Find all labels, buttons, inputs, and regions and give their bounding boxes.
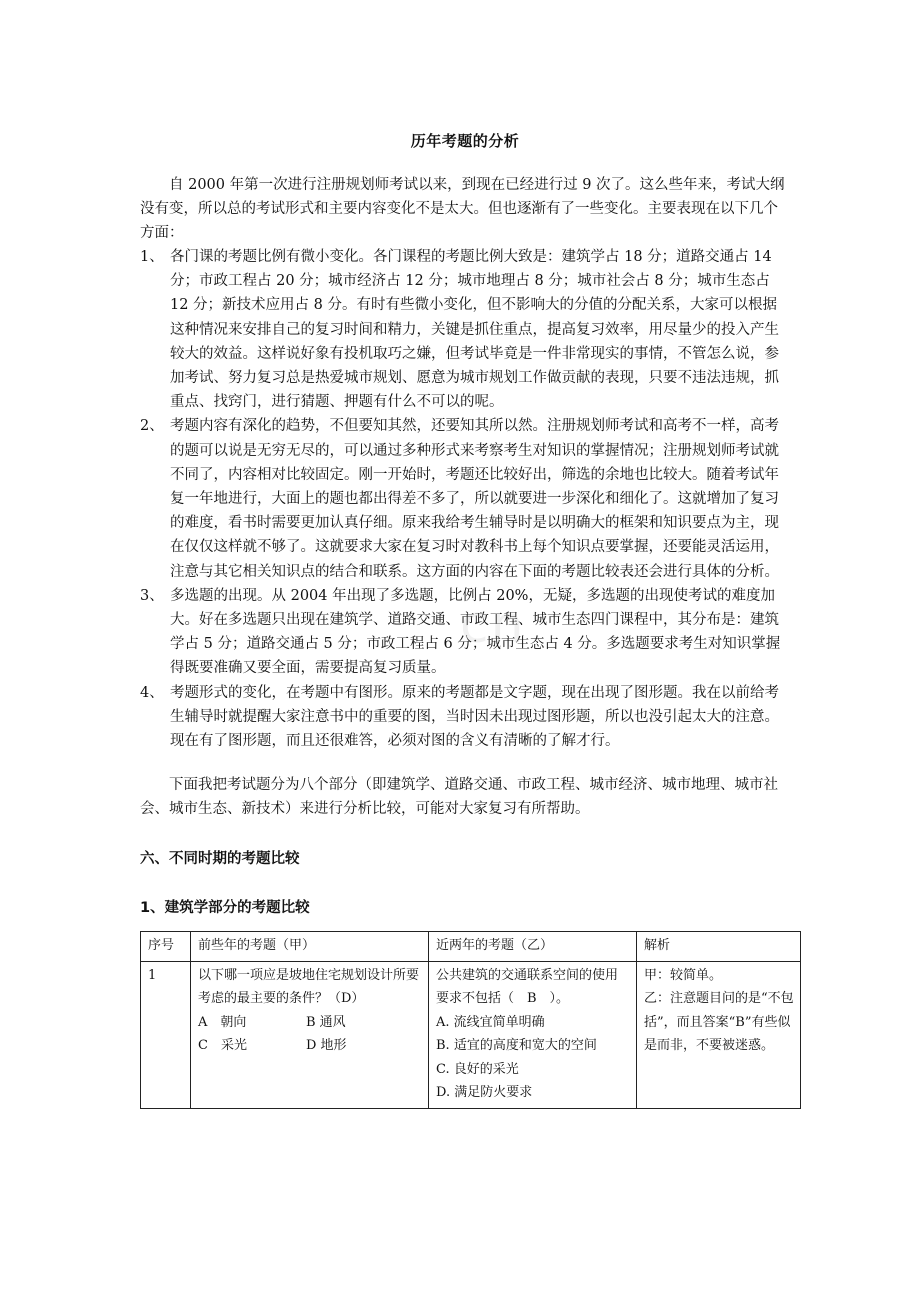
list-item <box>140 681 790 754</box>
recent-question-cell <box>429 961 637 1108</box>
row-number: 1 <box>141 961 191 1108</box>
past-options-row <box>198 1011 422 1035</box>
table-row <box>141 961 801 1108</box>
past-options-row <box>198 1034 422 1058</box>
list-text: 考题形式的变化，在考题中有图形。原来的考题都是文字题，现在出现了图形题。我在以前给考生辅导时就提醒大家注意书中的重要的图，当时因未出现过图形题，所以也没引起太大的注意。现在有了图形题，而且还很难答，必须对图的含义有清晰的了解才行。 <box>170 684 779 750</box>
list-item <box>140 245 790 414</box>
option-d: D 地形 <box>306 1038 347 1054</box>
section-heading: 六、不同时期的考题比较 <box>140 851 300 868</box>
list-number: 2、 <box>140 418 164 435</box>
list-item <box>140 414 790 583</box>
header-cell-analysis: 解析 <box>637 932 801 962</box>
option-c: C 采光 <box>198 1038 247 1054</box>
watermark: cn <box>460 595 526 655</box>
recent-question-text: 公共建筑的交通联系空间的使用要求不包括（ B ）。 <box>436 967 619 1007</box>
past-question-cell <box>191 961 429 1108</box>
summary-paragraph: 下面我把考试题分为八个部分（即建筑学、道路交通、市政工程、城市经济、城市地理、城市社会、城市生态、新技术）来进行分析比较，可能对大家复习有所帮助。 <box>140 777 778 818</box>
header-cell-number: 序号 <box>141 932 191 962</box>
list-number: 4、 <box>140 684 164 701</box>
option-b: B. 适宜的高度和宽大的空间 <box>436 1038 597 1054</box>
table-header-row <box>141 932 801 962</box>
option-c: C. 良好的采光 <box>436 1061 519 1077</box>
analysis-recent: 乙：注意题目问的是“不包括”，而且答案“B”有些似是而非，不要被迷惑。 <box>644 991 794 1054</box>
list-text: 多选题的出现。从 2004 年出现了多选题，比例占 20%，无疑，多选题的出现使考试的难度加大。好在多选题只出现在建筑学、道路交通、市政工程、城市生态四门课程中，其分布是：建筑学占 5 分；道路交通占 5 分；市政工程占 6 分；城市生态占 4 分。多选题要求考生对知识掌握得既要准确又要全面，需要提高复习质量。 <box>170 587 781 677</box>
option-a: A 朝向 <box>198 1014 247 1030</box>
points-list <box>140 245 790 753</box>
subsection-heading: 1、建筑学部分的考题比较 <box>140 900 310 917</box>
option-a: A. 流线宜简单明确 <box>436 1014 545 1030</box>
document-title: 历年考题的分析 <box>410 132 520 150</box>
option-b: B 通风 <box>306 1014 346 1030</box>
option-d: D. 满足防火要求 <box>436 1085 533 1101</box>
list-number: 3、 <box>140 587 164 604</box>
list-text: 各门课的考题比例有微小变化。各门课程的考题比例大致是：建筑学占 18 分；道路交通占 14 分；市政工程占 20 分；城市经济占 12 分；城市地理占 8 分；城市社会占 8 分；城市生态占 12 分；新技术应用占 8 分。有时有些微小变化，但不影响大的分值的分配关系，大家可以根据这种情况来安排自己的复习时间和精力，关键是抓住重点，提高复习效率，用尽量少的投入产生较大的效益。这样说好象有投机取巧之嫌，但考试毕竟是一件非常现实的事情，不管怎么说，参加考试、努力复习总是热爱城市规划、愿意为城市规划工作做贡献的表现，只要不违法违规，抓重点、找窍门，进行猜题、押题有什么不可以的呢。 <box>170 249 779 411</box>
list-item <box>140 584 790 681</box>
list-number: 1、 <box>140 249 164 265</box>
analysis-cell <box>637 961 801 1108</box>
list-text: 考题内容有深化的趋势，不但要知其然，还要知其所以然。注册规划师考试和高考不一样，高考的题可以说是无穷无尽的，可以通过多种形式来考察考生对知识的掌握情况；注册规划师考试就不同了，内容相对比较固定。刚一开始时，考题还比较好出，筛选的余地也比较大。随着考试年复一年地进行，大面上的题也都出得差不多了，所以就要进一步深化和细化了。这就增加了复习的难度，看书时需要更加认真仔细。原来我给考生辅导时是以明确大的框架和知识要点为主，现在仅仅这样就不够了。这就要求大家在复习时对教科书上每个知识点要掌握，还要能灵活运用，注意与其它相关知识点的结合和联系。这方面的内容在下面的考题比较表还会进行具体的分析。 <box>170 418 779 580</box>
header-cell-past: 前些年的考题（甲） <box>191 932 429 962</box>
document-page <box>140 130 794 1109</box>
analysis-past: 甲：较简单。 <box>644 967 723 983</box>
comparison-table <box>140 931 801 1109</box>
past-question-text: 以下哪一项应是坡地住宅规划设计所要考虑的最主要的条件？（D） <box>198 967 420 1007</box>
header-cell-recent: 近两年的考题（乙） <box>429 932 637 962</box>
intro-paragraph: 自 2000 年第一次进行注册规划师考试以来，到现在已经进行过 9 次了。这么些年来，考试大纲没有变，所以总的考试形式和主要内容变化不是太大。但也逐渐有了一些变化。主要表现在以下几个方面： <box>140 177 785 241</box>
